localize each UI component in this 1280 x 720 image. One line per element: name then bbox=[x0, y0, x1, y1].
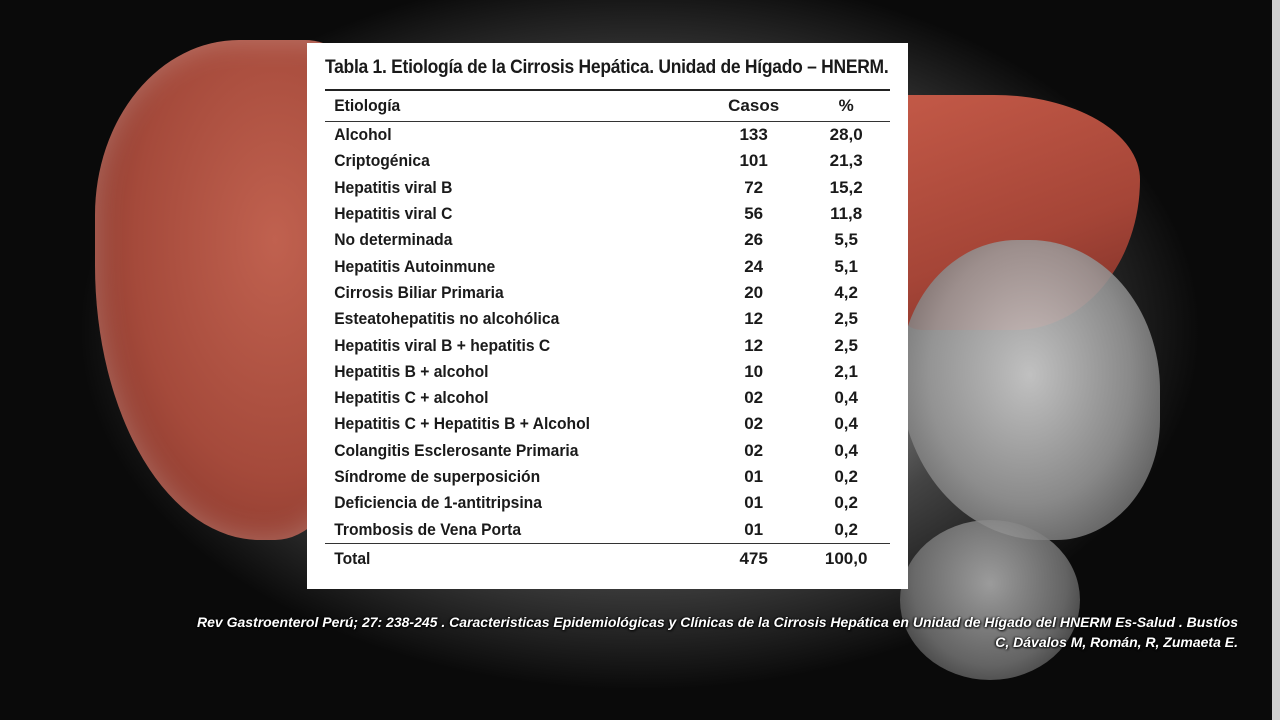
table-row bbox=[325, 438, 890, 464]
row-casos: 24 bbox=[744, 256, 764, 276]
row-casos: 26 bbox=[744, 230, 764, 250]
row-percent: 5,5 bbox=[834, 230, 858, 250]
row-casos: 10 bbox=[744, 361, 764, 381]
table-row bbox=[325, 490, 890, 516]
row-percent: 28,0 bbox=[802, 122, 890, 149]
organ-illustration-lower bbox=[900, 520, 1080, 680]
row-casos: 02 bbox=[744, 388, 764, 408]
row-percent: 2,1 bbox=[834, 361, 858, 381]
citation-line-1: Rev Gastroenterol Perú; 27: 238-245 . Caracteristicas Epidemiológicas y Clínicas de la Cirrosis Hepática en Unidad de Hígado del HNERM Es-Salud . Bustíos bbox=[197, 614, 1238, 630]
header-casos: Casos bbox=[728, 96, 780, 115]
row-percent: 0,4 bbox=[834, 414, 858, 434]
row-etiologia: Hepatitis C + alcohol bbox=[334, 388, 489, 408]
row-casos: 101 bbox=[739, 151, 768, 171]
row-etiologia: Síndrome de superposición bbox=[334, 467, 541, 486]
citation-line-2: C, Dávalos M, Román, R, Zumaeta E. bbox=[995, 634, 1238, 650]
row-percent: 0,2 bbox=[834, 493, 858, 513]
row-etiologia: Trombosis de Vena Porta bbox=[334, 519, 522, 539]
table-row bbox=[325, 122, 890, 149]
table-row bbox=[325, 253, 890, 279]
row-casos: 56 bbox=[744, 204, 764, 224]
row-etiologia: Alcohol bbox=[325, 122, 705, 149]
row-etiologia: Hepatitis B + alcohol bbox=[334, 361, 489, 381]
row-percent: 2,5 bbox=[834, 309, 858, 329]
row-etiologia: No determinada bbox=[334, 230, 453, 250]
row-percent: 0,2 bbox=[834, 519, 858, 539]
header-etiologia: Etiología bbox=[334, 96, 401, 115]
row-etiologia: Hepatitis viral B bbox=[334, 177, 453, 197]
total-percent: 100,0 bbox=[802, 543, 890, 574]
slide-edge bbox=[1272, 0, 1280, 720]
table-row bbox=[325, 148, 890, 174]
row-casos: 01 bbox=[744, 467, 764, 486]
row-percent: 4,2 bbox=[834, 282, 858, 302]
row-percent: 11,8 bbox=[830, 204, 863, 224]
row-etiologia: Deficiencia de 1-antitripsina bbox=[334, 493, 542, 513]
row-percent: 0,2 bbox=[834, 467, 858, 486]
row-casos: 72 bbox=[744, 177, 764, 197]
table-row bbox=[325, 464, 890, 490]
table-row bbox=[325, 411, 890, 437]
row-etiologia: Cirrosis Biliar Primaria bbox=[334, 282, 504, 302]
row-casos: 133 bbox=[705, 122, 802, 149]
table-row bbox=[325, 516, 890, 543]
table-row bbox=[325, 385, 890, 411]
table-row bbox=[325, 280, 890, 306]
table-body bbox=[325, 122, 890, 544]
row-percent: 0,4 bbox=[834, 388, 858, 408]
table-row bbox=[325, 306, 890, 332]
row-etiologia: Hepatitis C + Hepatitis B + Alcohol bbox=[334, 414, 591, 434]
row-etiologia: Hepatitis viral B + hepatitis C bbox=[334, 335, 551, 355]
citation-caption bbox=[40, 612, 1238, 652]
row-etiologia: Hepatitis viral C bbox=[334, 204, 453, 224]
row-casos: 01 bbox=[744, 519, 764, 539]
table-row bbox=[325, 175, 890, 201]
etiology-table-panel bbox=[307, 43, 908, 589]
row-percent: 0,4 bbox=[834, 440, 858, 460]
row-casos: 02 bbox=[744, 440, 764, 460]
total-label: Total bbox=[325, 543, 705, 574]
table-row bbox=[325, 227, 890, 253]
row-etiologia: Hepatitis Autoinmune bbox=[334, 256, 496, 276]
row-percent: 2,5 bbox=[834, 335, 858, 355]
row-percent: 5,1 bbox=[834, 256, 858, 276]
table-header-row bbox=[325, 91, 890, 122]
row-casos: 12 bbox=[744, 335, 764, 355]
row-etiologia: Criptogénica bbox=[334, 151, 430, 171]
table-title: Tabla 1. Etiología de la Cirrosis Hepática. Unidad de Hígado – HNERM. bbox=[325, 57, 889, 78]
row-casos: 12 bbox=[744, 309, 764, 329]
table-row bbox=[325, 359, 890, 385]
table-row bbox=[325, 201, 890, 227]
table-row bbox=[325, 332, 890, 358]
table-total-row bbox=[325, 543, 890, 574]
etiology-table bbox=[325, 91, 890, 574]
total-casos: 475 bbox=[705, 543, 802, 574]
organ-illustration bbox=[900, 240, 1160, 540]
row-percent: 15,2 bbox=[829, 177, 863, 197]
row-casos: 02 bbox=[744, 414, 764, 434]
row-etiologia: Esteatohepatitis no alcohólica bbox=[334, 309, 560, 329]
row-percent: 21,3 bbox=[829, 151, 863, 171]
row-casos: 20 bbox=[744, 282, 764, 302]
row-casos: 01 bbox=[744, 493, 764, 513]
row-etiologia: Colangitis Esclerosante Primaria bbox=[334, 440, 579, 460]
header-percent: % bbox=[838, 96, 854, 115]
